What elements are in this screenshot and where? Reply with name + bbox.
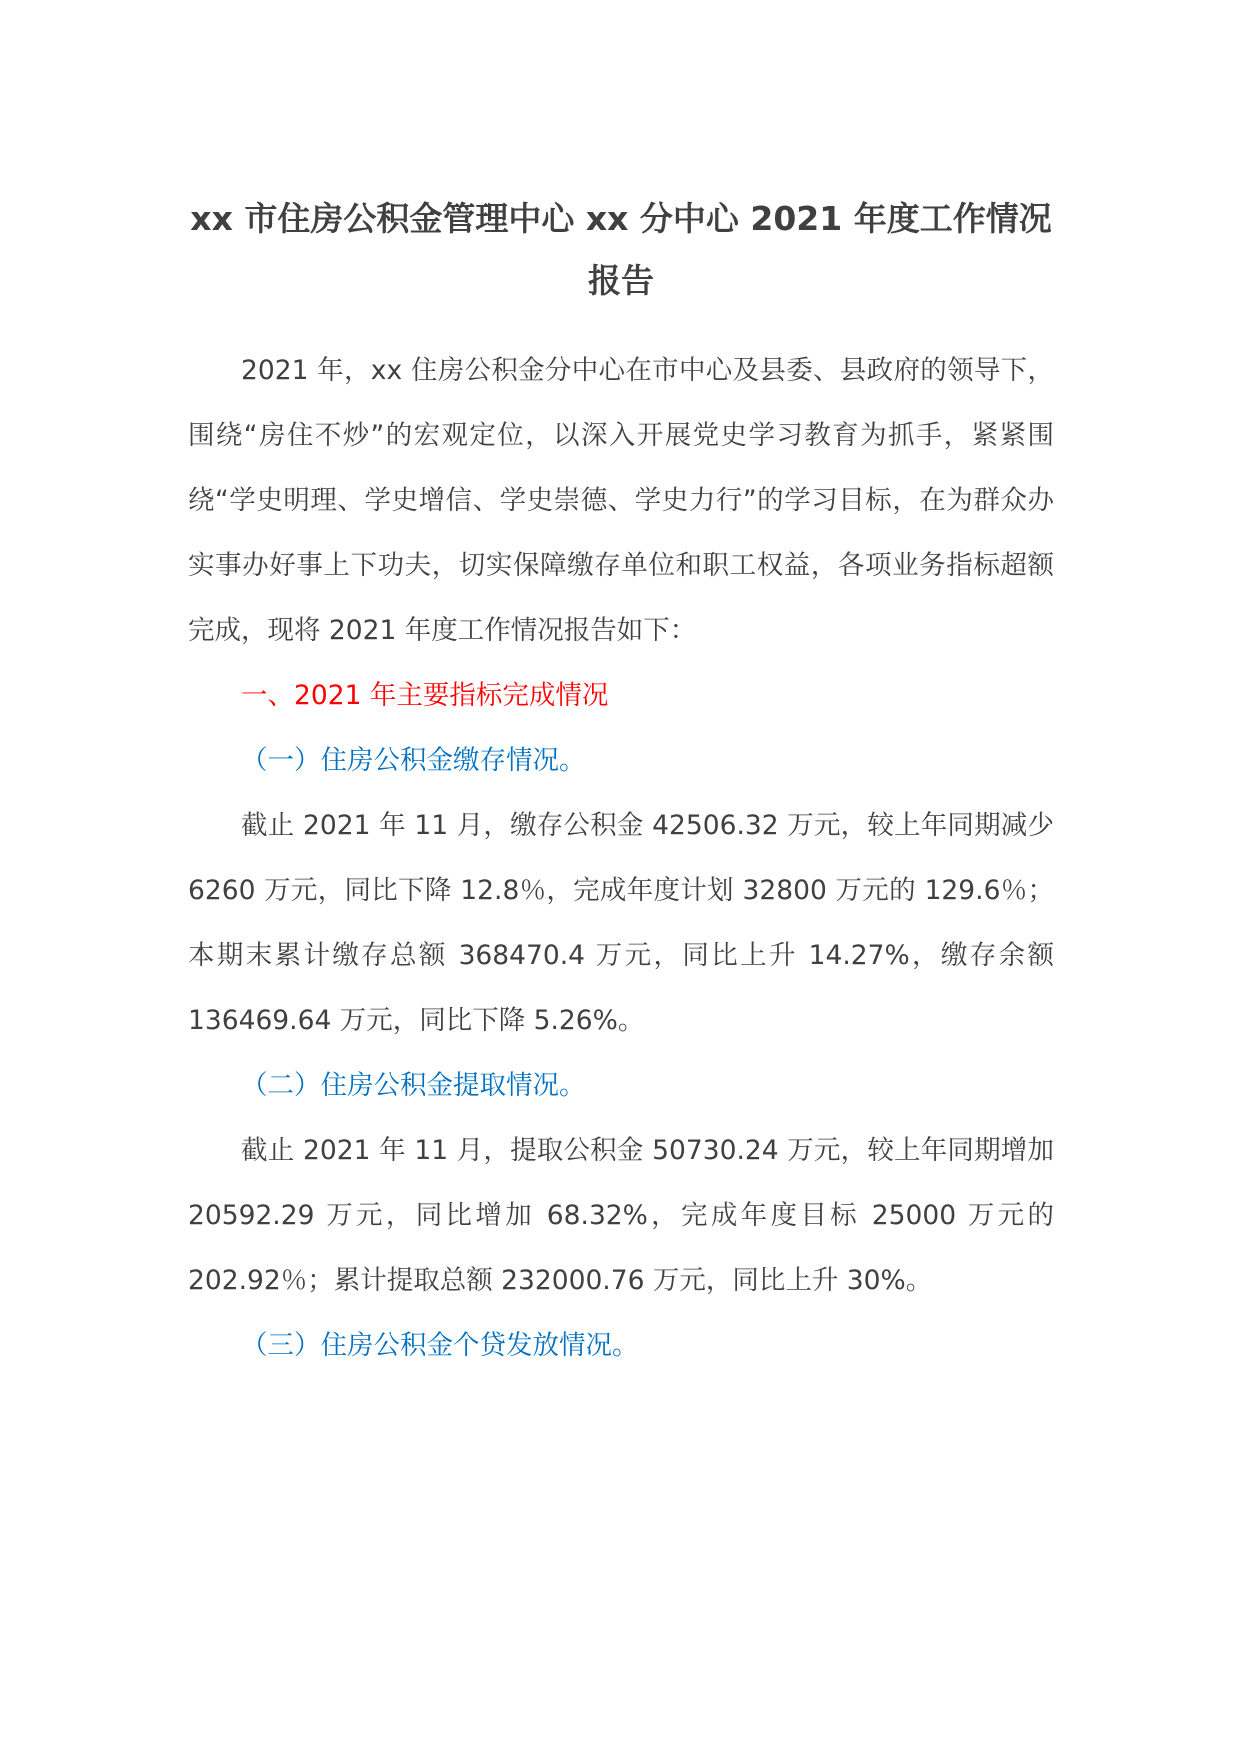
deposit-paragraph: 截止 2021 年 11 月，缴存公积金 42506.32 万元，较上年同期减少 6260 万元，同比下降 12.8％，完成年度计划 32800 万元的 129.6％；本期末累计缴存总额 368470.4 万元，同比上升 14.27%，缴存余额 136469.64 万元，同比下降 5.26%。	[188, 810, 1054, 1036]
document-title	[188, 188, 1054, 312]
withdrawal-paragraph: 截止 2021 年 11 月，提取公积金 50730.24 万元，较上年同期增加 20592.29 万元，同比增加 68.32%，完成年度目标 25000 万元的 202.92％；累计提取总额 232000.76 万元，同比上升 30%。	[188, 1135, 1054, 1296]
subsection-heading-withdrawal: （二）住房公积金提取情况。	[241, 1070, 586, 1101]
title-line-2: 报告	[588, 261, 654, 300]
intro-paragraph: 2021 年，xx 住房公积金分中心在市中心及县委、县政府的领导下，围绕“房住不炒”的宏观定位，以深入开展党史学习教育为抓手，紧紧围绕“学史明理、学史增信、学史崇德、学史力行”的学习目标，在为群众办实事办好事上下功夫，切实保障缴存单位和职工权益，各项业务指标超额完成，现将 2021 年度工作情况报告如下：	[188, 355, 1054, 646]
document-page	[188, 188, 1054, 1378]
subsection-heading-loan: （三）住房公积金个贷发放情况。	[241, 1330, 639, 1361]
subsection-heading-deposit: （一）住房公积金缴存情况。	[241, 745, 586, 776]
section-heading-1: 一、2021 年主要指标完成情况	[241, 680, 609, 711]
title-line-1: xx 市住房公积金管理中心 xx 分中心 2021 年度工作情况	[190, 199, 1052, 238]
